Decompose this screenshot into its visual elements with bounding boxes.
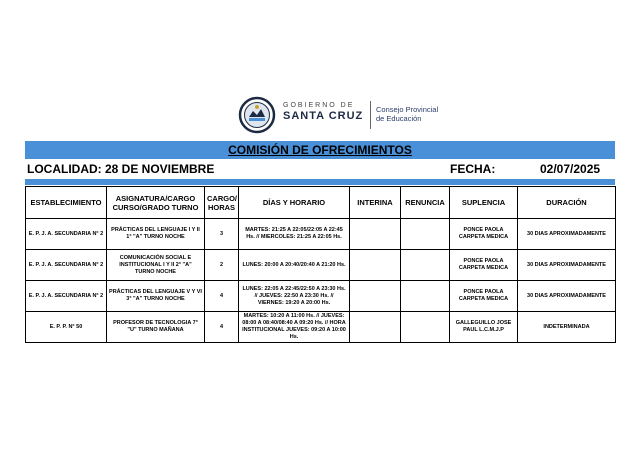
- consejo-line2: de Educación: [376, 114, 422, 123]
- cell-interina: [350, 219, 401, 250]
- consejo-line1: Consejo Provincial: [376, 105, 439, 114]
- header-interina: INTERINA: [350, 187, 401, 219]
- cell-establecimiento: E. P. J. A. SECUNDARIA N° 2: [26, 219, 107, 250]
- santa-cruz-seal-icon: [238, 96, 276, 134]
- cell-renuncia: [401, 250, 450, 281]
- cell-horas: 4: [205, 281, 239, 312]
- cell-suplencia: PONCE PAOLA CARPETA MEDICA: [450, 281, 518, 312]
- ofrecimientos-table: [25, 186, 616, 343]
- cell-horas: 4: [205, 312, 239, 343]
- table-row: [26, 250, 616, 281]
- cell-dias: LUNES: 22:05 A 22:45/22:50 A 23:30 Hs. // JUEVES: 22:50 A 23:30 Hs. // VIERNES: 19:20 A 20:00 Hs.: [239, 281, 350, 312]
- cell-suplencia: PONCE PAOLA CARPETA MEDICA: [450, 219, 518, 250]
- header-renuncia: RENUNCIA: [401, 187, 450, 219]
- header-duracion: DURACIÓN: [518, 187, 616, 219]
- cell-asignatura: PRÁCTICAS DEL LENGUAJE I Y II 1° "A" TURNO NOCHE: [107, 219, 205, 250]
- blue-separator-bar: [25, 179, 615, 185]
- cell-establecimiento: E. P. J. A. SECUNDARIA N° 2: [26, 281, 107, 312]
- cell-duracion: 30 DIAS APROXIMADAMENTE: [518, 281, 616, 312]
- gobierno-logo-text: [283, 102, 363, 122]
- cell-renuncia: [401, 219, 450, 250]
- header-cargo-line1: CARGO/: [207, 193, 237, 203]
- cell-establecimiento: E. P. P. N° 50: [26, 312, 107, 343]
- header-asignatura-line2: CURSO/GRADO TURNO: [112, 202, 199, 212]
- header-asignatura-line1: ASIGNATURA/CARGO: [115, 193, 196, 203]
- cell-suplencia: GALLEGUILLO JOSE PAUL L.C.M.J.P: [450, 312, 518, 343]
- cell-establecimiento: E. P. J. A. SECUNDARIA N° 2: [26, 250, 107, 281]
- header-asignatura: [107, 187, 205, 219]
- cell-interina: [350, 281, 401, 312]
- header-cargo-line2: HORAS: [207, 202, 236, 212]
- header-establecimiento: ESTABLECIMIENTO: [26, 187, 107, 219]
- cell-renuncia: [401, 281, 450, 312]
- cell-interina: [350, 312, 401, 343]
- cell-suplencia: PONCE PAOLA CARPETA MEDICA: [450, 250, 518, 281]
- cell-duracion: 30 DIAS APROXIMADAMENTE: [518, 219, 616, 250]
- gobierno-line1: GOBIERNO DE: [283, 102, 355, 109]
- fecha-value: 02/07/2025: [540, 162, 601, 176]
- cell-dias: MARTES: 10:20 A 11:00 Hs. // JUEVES: 08:00 A 08:40/08:40 A 09:20 Hs. // HORA INSTITUCIONAL JUEVES: 09:20 A 10:00 Hs.: [239, 312, 350, 343]
- cell-duracion: 30 DIAS APROXIMADAMENTE: [518, 250, 616, 281]
- cell-duracion: INDETERMINADA: [518, 312, 616, 343]
- consejo-logo-text: [376, 105, 438, 123]
- cell-dias: MARTES: 21:25 A 22:05/22:05 A 22:45 Hs. // MIERCOLES: 21:25 A 22:05 Hs.: [239, 219, 350, 250]
- header-divider: [370, 101, 371, 129]
- cell-horas: 2: [205, 250, 239, 281]
- table-row: [26, 219, 616, 250]
- fecha-label: FECHA:: [450, 162, 496, 176]
- header-suplencia: SUPLENCIA: [450, 187, 518, 219]
- cell-asignatura: PRÁCTICAS DEL LENGUAJE V Y VI 3° "A" TURNO NOCHE: [107, 281, 205, 312]
- cell-dias: LUNES: 20:00 A 20:40/20:40 A 21:20 Hs.: [239, 250, 350, 281]
- table-row: [26, 281, 616, 312]
- document-title: COMISIÓN DE OFRECIMIENTOS: [25, 141, 615, 159]
- header-dias-horario: DÍAS Y HORARIO: [239, 187, 350, 219]
- gobierno-line2: SANTA CRUZ: [283, 110, 364, 122]
- localidad-text: LOCALIDAD: 28 DE NOVIEMBRE: [27, 162, 215, 176]
- localidad-fecha-row: [25, 160, 615, 178]
- table-header-row: [26, 187, 616, 219]
- cell-renuncia: [401, 312, 450, 343]
- cell-asignatura: COMUNICACIÓN SOCIAL E INSTITUCIONAL I Y II 2° "A" TURNO NOCHE: [107, 250, 205, 281]
- cell-interina: [350, 250, 401, 281]
- header: [238, 96, 478, 134]
- header-cargo-horas: [205, 187, 239, 219]
- table-row: [26, 312, 616, 343]
- cell-horas: 3: [205, 219, 239, 250]
- cell-asignatura: PROFESOR DE TECNOLOGIA 7° "U" TURNO MAÑANA: [107, 312, 205, 343]
